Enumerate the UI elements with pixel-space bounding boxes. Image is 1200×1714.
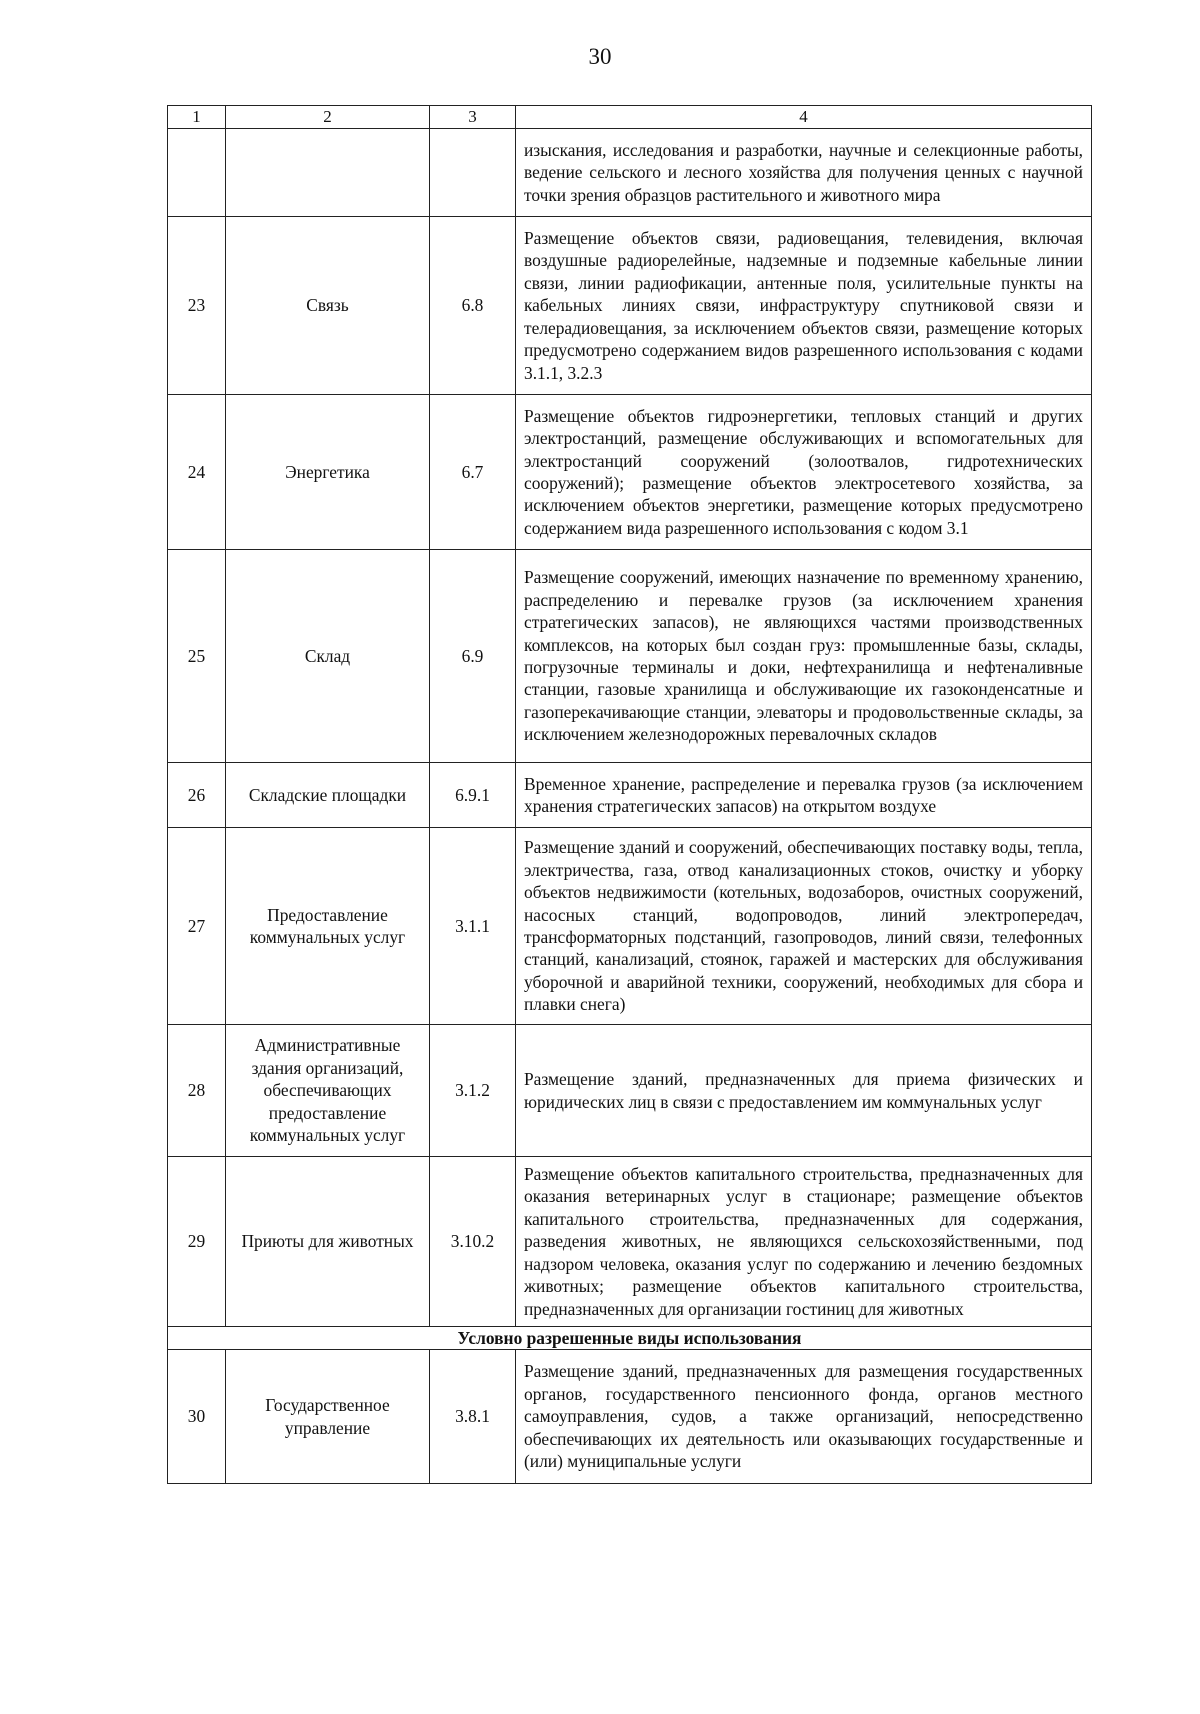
continued-name-cell [226, 129, 430, 217]
table-body [168, 106, 1092, 1484]
section-row [168, 1327, 1092, 1350]
row-description: Размещение зданий, предназначенных для размещения государственных органов, государственного пенсионного фонда, органов местного самоуправления, судов, а также организаций, непосредственно обеспечивающих их деятельность или оказывающих государственные и (или) муниципальные услуги [516, 1350, 1092, 1484]
row-number: 25 [168, 550, 226, 763]
row-code: 3.1.1 [430, 828, 516, 1025]
row-name: Склад [226, 550, 430, 763]
row-code: 6.8 [430, 217, 516, 395]
row-name: Административные здания организаций, обеспечивающих предоставление коммунальных услуг [226, 1025, 430, 1157]
table-row [168, 1025, 1092, 1157]
table-row [168, 1350, 1092, 1484]
row-code: 3.1.2 [430, 1025, 516, 1157]
header-cell-4: 4 [516, 106, 1092, 129]
header-cell-1: 1 [168, 106, 226, 129]
row-description: Размещение зданий и сооружений, обеспечивающих поставку воды, тепла, электричества, газа, отвод канализационных стоков, очистку и уборку объектов недвижимости (котельных, водозаборов, очистных сооружений, насосных станций, водопроводов, линий электропередач, трансформаторных подстанций, газопроводов, линий связи, телефонных станций, канализаций, стоянок, гаражей и мастерских для обслуживания уборочной и аварийной техники, сооружений, необходимых для сбора и плавки снега) [516, 828, 1092, 1025]
row-name: Предоставление коммунальных услуг [226, 828, 430, 1025]
row-description: Размещение объектов связи, радиовещания, телевидения, включая воздушные радиорелейные, надземные и подземные кабельные линии связи, линии радиофикации, антенные поля, усилительные пункты на кабельных линиях связи, инфраструктуру спутниковой связи и телерадиовещания, за исключением объектов связи, размещение которых предусмотрено содержанием видов разрешенного использования с кодами 3.1.1, 3.2.3 [516, 217, 1092, 395]
row-code: 6.9 [430, 550, 516, 763]
row-number: 27 [168, 828, 226, 1025]
row-name: Государственное управление [226, 1350, 430, 1484]
row-name: Связь [226, 217, 430, 395]
row-name: Складские площадки [226, 763, 430, 828]
table-row [168, 395, 1092, 550]
header-cell-3: 3 [430, 106, 516, 129]
section-title: Условно разрешенные виды использования [168, 1327, 1092, 1350]
header-cell-2: 2 [226, 106, 430, 129]
row-description: Временное хранение, распределение и перевалка грузов (за исключением хранения стратегических запасов) на открытом воздухе [516, 763, 1092, 828]
continued-code-cell [430, 129, 516, 217]
table-row [168, 828, 1092, 1025]
page-number: 30 [588, 44, 612, 69]
row-description: Размещение объектов гидроэнергетики, тепловых станций и других электростанций, размещение обслуживающих и вспомогательных для электростанций сооружений (золоотвалов, гидротехнических сооружений); размещение объектов электросетевого хозяйства, за исключением объектов энергетики, размещение которых предусмотрено содержанием вида разрешенного использования с кодом 3.1 [516, 395, 1092, 550]
row-code: 3.8.1 [430, 1350, 516, 1484]
row-code: 3.10.2 [430, 1157, 516, 1327]
row-number: 26 [168, 763, 226, 828]
row-number: 30 [168, 1350, 226, 1484]
land-use-table [167, 105, 1092, 1484]
row-number: 23 [168, 217, 226, 395]
continued-description: изыскания, исследования и разработки, научные и селекционные работы, ведение сельского и лесного хозяйства для получения ценных с научной точки зрения образцов растительного и животного мира [516, 129, 1092, 217]
table-row [168, 217, 1092, 395]
continued-num-cell [168, 129, 226, 217]
row-number: 28 [168, 1025, 226, 1157]
table-row [168, 763, 1092, 828]
continued-row [168, 129, 1092, 217]
row-code: 6.7 [430, 395, 516, 550]
table-header-row [168, 106, 1092, 129]
table-row [168, 550, 1092, 763]
row-description: Размещение сооружений, имеющих назначение по временному хранению, распределению и перевалке грузов (за исключением хранения стратегических запасов), не являющихся частями производственных комплексов, на которых был создан груз: промышленные базы, склады, погрузочные терминалы и доки, нефтехранилища и нефтеналивные станции, газовые хранилища и обслуживающие их газоконденсатные и газоперекачивающие станции, элеваторы и продовольственные склады, за исключением железнодорожных перевалочных складов [516, 550, 1092, 763]
table-row [168, 1157, 1092, 1327]
row-name: Энергетика [226, 395, 430, 550]
row-description: Размещение зданий, предназначенных для приема физических и юридических лиц в связи с предоставлением им коммунальных услуг [516, 1025, 1092, 1157]
row-description: Размещение объектов капитального строительства, предназначенных для оказания ветеринарных услуг в стационаре; размещение объектов капитального строительства, предназначенных для содержания, разведения животных, не являющихся сельскохозяйственными, под надзором человека, оказания услуг по содержанию и лечению бездомных животных; размещение объектов капитального строительства, предназначенных для организации гостиниц для животных [516, 1157, 1092, 1327]
row-name: Приюты для животных [226, 1157, 430, 1327]
row-number: 24 [168, 395, 226, 550]
row-number: 29 [168, 1157, 226, 1327]
row-code: 6.9.1 [430, 763, 516, 828]
